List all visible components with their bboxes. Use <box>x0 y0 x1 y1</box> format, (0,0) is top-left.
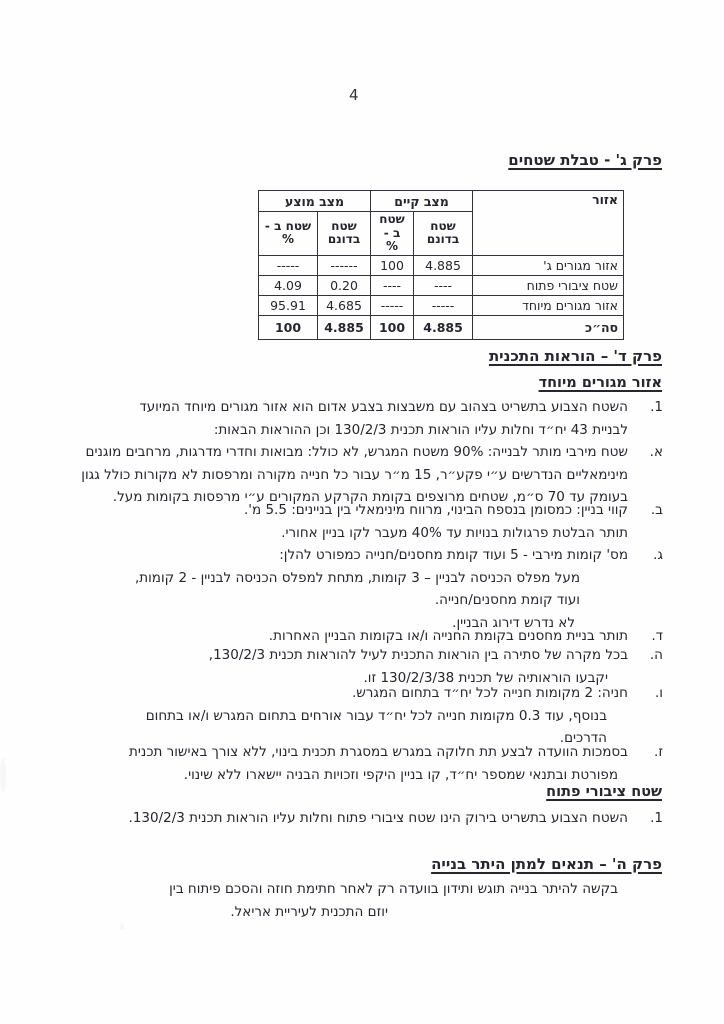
table-row-total <box>259 315 624 339</box>
area-label: אזור מגורים מיוחד <box>473 295 624 315</box>
existing-dunam: 4.885 <box>414 255 473 275</box>
text-line: שטח מירבי מותר לבנייה: 90% משטח המגרש, לא כולל: מבואות וחדרי מדרגות, מרחבים מוגנים <box>85 444 628 460</box>
table-row <box>259 275 624 295</box>
areas-table <box>258 190 624 340</box>
list-item <box>57 741 663 786</box>
text-line: תותר הבלטת פרגולות בנויות עד 40% מעבר לקו בניין אחורי. <box>281 524 628 541</box>
existing-dunam: 4.885 <box>414 315 473 339</box>
list-item-marker: ב. <box>650 502 663 518</box>
proposed-dunam: 0.20 <box>318 275 371 295</box>
text-line: לא נדרש דירוג הבניין. <box>452 614 575 631</box>
proposed-dunam: ------ <box>318 255 371 275</box>
existing-pct: ---- <box>371 275 414 295</box>
scan-artifact <box>0 758 6 792</box>
existing-pct: ----- <box>371 295 414 315</box>
scan-artifact <box>120 924 124 930</box>
chapter-e-title: פרק ה' – תנאים למתן היתר בנייה <box>431 855 662 873</box>
list-item <box>57 499 663 544</box>
area-label: שטח ציבורי פתוח <box>473 275 624 295</box>
text-line: השטח הצבוע בתשריט בירוק הינו שטח ציבורי פתוח וחלות עליו הוראות תכנית 130/2/3. <box>128 810 628 826</box>
area-label: סה״כ <box>473 315 624 339</box>
text-line: בעומק עד 70 ס״מ, שטחים מרוצפים בקומת הקרקע המקורים ע״י מרפסות בקומות מעל. <box>112 489 628 505</box>
table-subheader-dunam-existing: שטח בדונם <box>414 212 473 256</box>
text-line: בכל מקרה של סתירה בין הוראות התכנית לעיל להוראות תכנית 130/2/3, <box>208 647 628 663</box>
text-line: בסמכות הוועדה לבצע תת חלוקה במגרש במסגרת תכנית בינוי, ללא צורך באישור תכנית <box>129 744 628 760</box>
text-line: הדרכים. <box>559 730 607 746</box>
proposed-pct: 100 <box>259 315 318 339</box>
text-line: קווי בניין: כמסומן בנספח הבינוי, מרווח מינימאלי בין בניינים: 5.5 מ'. <box>244 502 628 518</box>
open-space-title: שטח ציבורי פתוח <box>546 784 662 800</box>
list-item-marker: ה. <box>649 647 663 663</box>
list-item-marker: א. <box>649 444 663 460</box>
area-label: אזור מגורים ג' <box>473 255 624 275</box>
list-item <box>57 544 663 634</box>
text-line: חניה: 2 מקומות חנייה לכל יח״ד בתחום המגרש. <box>351 685 628 701</box>
list-item-marker: ז. <box>654 744 663 760</box>
chapter-c-title: פרק ג' - טבלת שטחים <box>508 151 662 169</box>
text-line: השטח הצבוע בתשריט בצהוב עם משבצות בצבע אדום הוא אזור מגורים מיוחד המיועד <box>139 399 628 415</box>
special-housing-title: אזור מגורים מיוחד <box>538 375 662 391</box>
existing-dunam: ---- <box>414 275 473 295</box>
text-line: בנוסף, עוד 0.3 מקומות חנייה לכל יח״ד עבור אורחים בתחום המגרש ו/או בתחום <box>145 707 607 724</box>
proposed-pct: ----- <box>259 255 318 275</box>
chapter-d-title: פרק ד' – הוראות התכנית <box>488 347 662 365</box>
table-row <box>259 295 624 315</box>
text-line: מפורטת ובתנאי שמספר יח״ד, קו בניין היקפי וזכויות הבניה יישארו ללא שינוי. <box>183 766 618 783</box>
proposed-pct: 4.09 <box>259 275 318 295</box>
list-item <box>57 807 663 830</box>
text-line: בקשה להיתר בנייה תוגש ותידון בוועדה רק לאחר חתימת חוזה והסכם פיתוח בין <box>169 881 618 897</box>
table-subheader-pct-proposed: שטח ב - % <box>259 212 318 256</box>
page-number: 4 <box>349 86 359 104</box>
text-line: מינימאליים הנדרשים ע״י פקע״ר, 15 מ״ר עבור כל חנייה מקורה ומרפסות לא מקורות כולל גגון <box>81 466 628 483</box>
list-item-marker: ו. <box>655 685 663 701</box>
text-line: יוזם התכנית לעיריית אריאל. <box>230 903 388 920</box>
table-header-existing: מצב קיים <box>371 191 473 212</box>
text-line: מעל מפלס הכניסה לבניין – 3 קומות, מתחת למפלס הכניסה לבניין - 2 קומות, <box>134 569 580 586</box>
text-line: יקבעו הוראותיה של תכנית 130/2/3/38 זו. <box>363 669 608 686</box>
proposed-dunam: 4.685 <box>318 295 371 315</box>
text-line: תותר בניית מחסנים בקומת החנייה ו/או בקומות הבניין האחרות. <box>268 628 628 644</box>
proposed-dunam: 4.885 <box>318 315 371 339</box>
table-row <box>259 255 624 275</box>
text-line: מס' קומות מירבי - 5 ועוד קומת מחסנים/חנייה כמפורט להלן: <box>279 547 628 563</box>
list-item-marker: ד. <box>651 628 663 644</box>
paragraph <box>57 878 663 923</box>
table-header-area: אזור <box>473 191 624 256</box>
existing-pct: 100 <box>371 315 414 339</box>
existing-pct: 100 <box>371 255 414 275</box>
list-item <box>57 682 663 750</box>
proposed-pct: 95.91 <box>259 295 318 315</box>
text-line: ועוד קומת מחסנים/חנייה. <box>434 592 580 608</box>
table-subheader-dunam-proposed: שטח בדונם <box>318 212 371 256</box>
table-header-proposed: מצב מוצע <box>259 191 371 212</box>
text-line: לבניית 43 יח״ד וחלות עליו הוראות תכנית 130/2/3 וכן ההוראות הבאות: <box>213 421 628 438</box>
list-item-marker: ג. <box>653 547 663 563</box>
existing-dunam: ----- <box>414 295 473 315</box>
list-item-marker: 1. <box>650 399 663 415</box>
list-item <box>57 396 663 441</box>
table-subheader-pct-existing: שטח ב - % <box>371 212 414 256</box>
list-item-marker: 1. <box>650 810 663 826</box>
